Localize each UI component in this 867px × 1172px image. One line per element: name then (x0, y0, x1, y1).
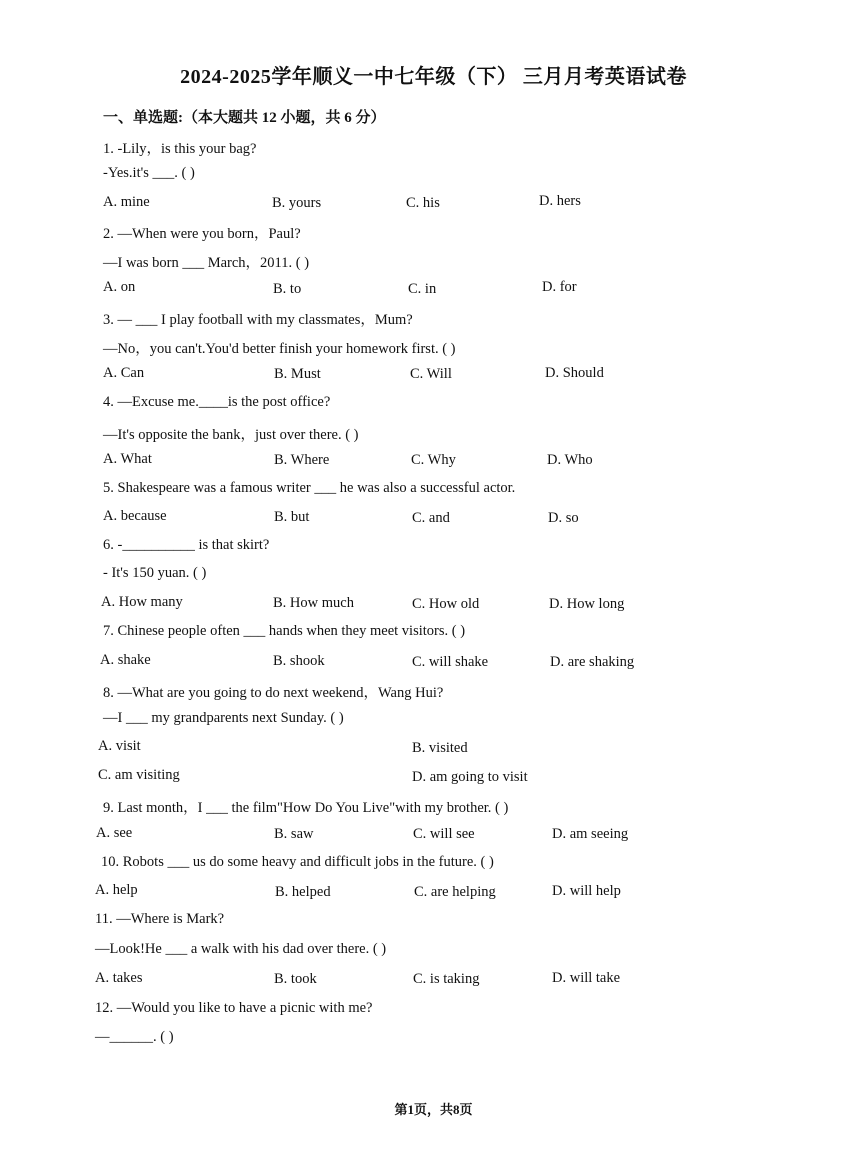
question-5-option-d: D. so (548, 510, 579, 526)
question-10-option-c: C. are helping (414, 884, 496, 900)
question-9-option-b: B. saw (274, 826, 314, 842)
question-2-option-a: A. on (103, 279, 136, 295)
question-10-stem: 10. Robots ___ us do some heavy and difficult jobs in the future. ( ) (101, 854, 494, 870)
question-3-answer-line: —No，you can't.You'd better finish your homework first. ( ) (103, 341, 456, 357)
question-9-option-c: C. will see (413, 826, 475, 842)
page-number: 第1页，共8页 (394, 1102, 473, 1117)
question-5-option-c: C. and (412, 510, 450, 526)
question-3-option-c: C. Will (410, 366, 452, 382)
question-2-stem: 2. —When were you born，Paul? (103, 226, 301, 242)
question-8-option-c: C. am visiting (98, 767, 180, 783)
question-12-stem: 12. —Would you like to have a picnic with me? (95, 1000, 373, 1016)
question-7-option-a: A. shake (100, 652, 151, 668)
question-4-option-b: B. Where (274, 452, 330, 468)
question-9-stem: 9. Last month，I ___ the film"How Do You Live"with my brother. ( ) (103, 800, 509, 816)
question-1-option-b: B. yours (272, 195, 322, 211)
question-1-stem: 1. -Lily，is this your bag? (103, 141, 257, 157)
question-11-option-c: C. is taking (413, 971, 480, 987)
question-12-answer-line: —______. ( ) (95, 1029, 174, 1045)
question-4-option-a: A. What (103, 451, 152, 467)
question-6-option-c: C. How old (412, 596, 480, 612)
question-4-option-c: C. Why (411, 452, 456, 468)
question-4-option-d: D. Who (547, 452, 593, 468)
question-8-stem: 8. —What are you going to do next weekend，Wang Hui? (103, 685, 444, 701)
question-6-answer-line: - It's 150 yuan. ( ) (103, 565, 207, 581)
question-6-option-a: A. How many (101, 594, 183, 610)
question-11-answer-line: —Look!He ___ a walk with his dad over there. ( ) (95, 941, 387, 957)
question-3-option-a: A. Can (103, 365, 145, 381)
question-1-answer-line: -Yes.it's ___. ( ) (103, 165, 195, 181)
question-3-option-b: B. Must (274, 366, 321, 382)
question-10-option-b: B. helped (275, 884, 331, 900)
question-7-option-c: C. will shake (412, 654, 489, 670)
question-5-option-b: B. but (274, 509, 310, 525)
question-2-option-c: C. in (408, 281, 437, 297)
question-6-stem: 6. -__________ is that skirt? (103, 537, 270, 553)
question-5-stem: 5. Shakespeare was a famous writer ___ he was also a successful actor. (103, 480, 516, 496)
question-11-stem: 11. —Where is Mark? (95, 911, 225, 927)
question-4-stem: 4. —Excuse me.____is the post office? (103, 394, 331, 410)
question-7-option-b: B. shook (273, 653, 325, 669)
question-7-option-d: D. are shaking (550, 654, 635, 670)
question-8-option-d: D. am going to visit (412, 769, 528, 785)
question-8-answer-line: —I ___ my grandparents next Sunday. ( ) (103, 710, 344, 726)
question-1-option-a: A. mine (103, 194, 150, 210)
page-title: 2024-2025学年顺义一中七年级（下） 三月月考英语试卷 (180, 66, 687, 88)
question-4-answer-line: —It's opposite the bank，just over there. ( ) (103, 427, 359, 443)
question-10-option-a: A. help (95, 882, 138, 898)
question-7-stem: 7. Chinese people often ___ hands when they meet visitors. ( ) (103, 623, 466, 639)
question-6-option-d: D. How long (549, 596, 625, 612)
question-8-option-a: A. visit (98, 738, 141, 754)
question-9-option-d: D. am seeing (552, 826, 629, 842)
question-6-option-b: B. How much (273, 595, 354, 611)
question-8-option-b: B. visited (412, 740, 468, 756)
question-9-option-a: A. see (96, 825, 133, 841)
question-3-stem: 3. — ___ I play football with my classmates，Mum? (103, 312, 413, 328)
question-10-option-d: D. will help (552, 883, 621, 899)
question-1-option-c: C. his (406, 195, 440, 211)
question-11-option-b: B. took (274, 971, 317, 987)
question-2-option-b: B. to (273, 281, 302, 297)
question-2-option-d: D. for (542, 279, 577, 295)
question-5-option-a: A. because (103, 508, 167, 524)
section-heading: 一、单选题:（本大题共 12 小题，共 6 分） (103, 110, 386, 126)
question-11-option-d: D. will take (552, 970, 621, 986)
question-3-option-d: D. Should (545, 365, 604, 381)
question-11-option-a: A. takes (95, 970, 143, 986)
question-1-option-d: D. hers (539, 193, 581, 209)
question-2-answer-line: —I was born ___ March，2011. ( ) (103, 255, 310, 271)
